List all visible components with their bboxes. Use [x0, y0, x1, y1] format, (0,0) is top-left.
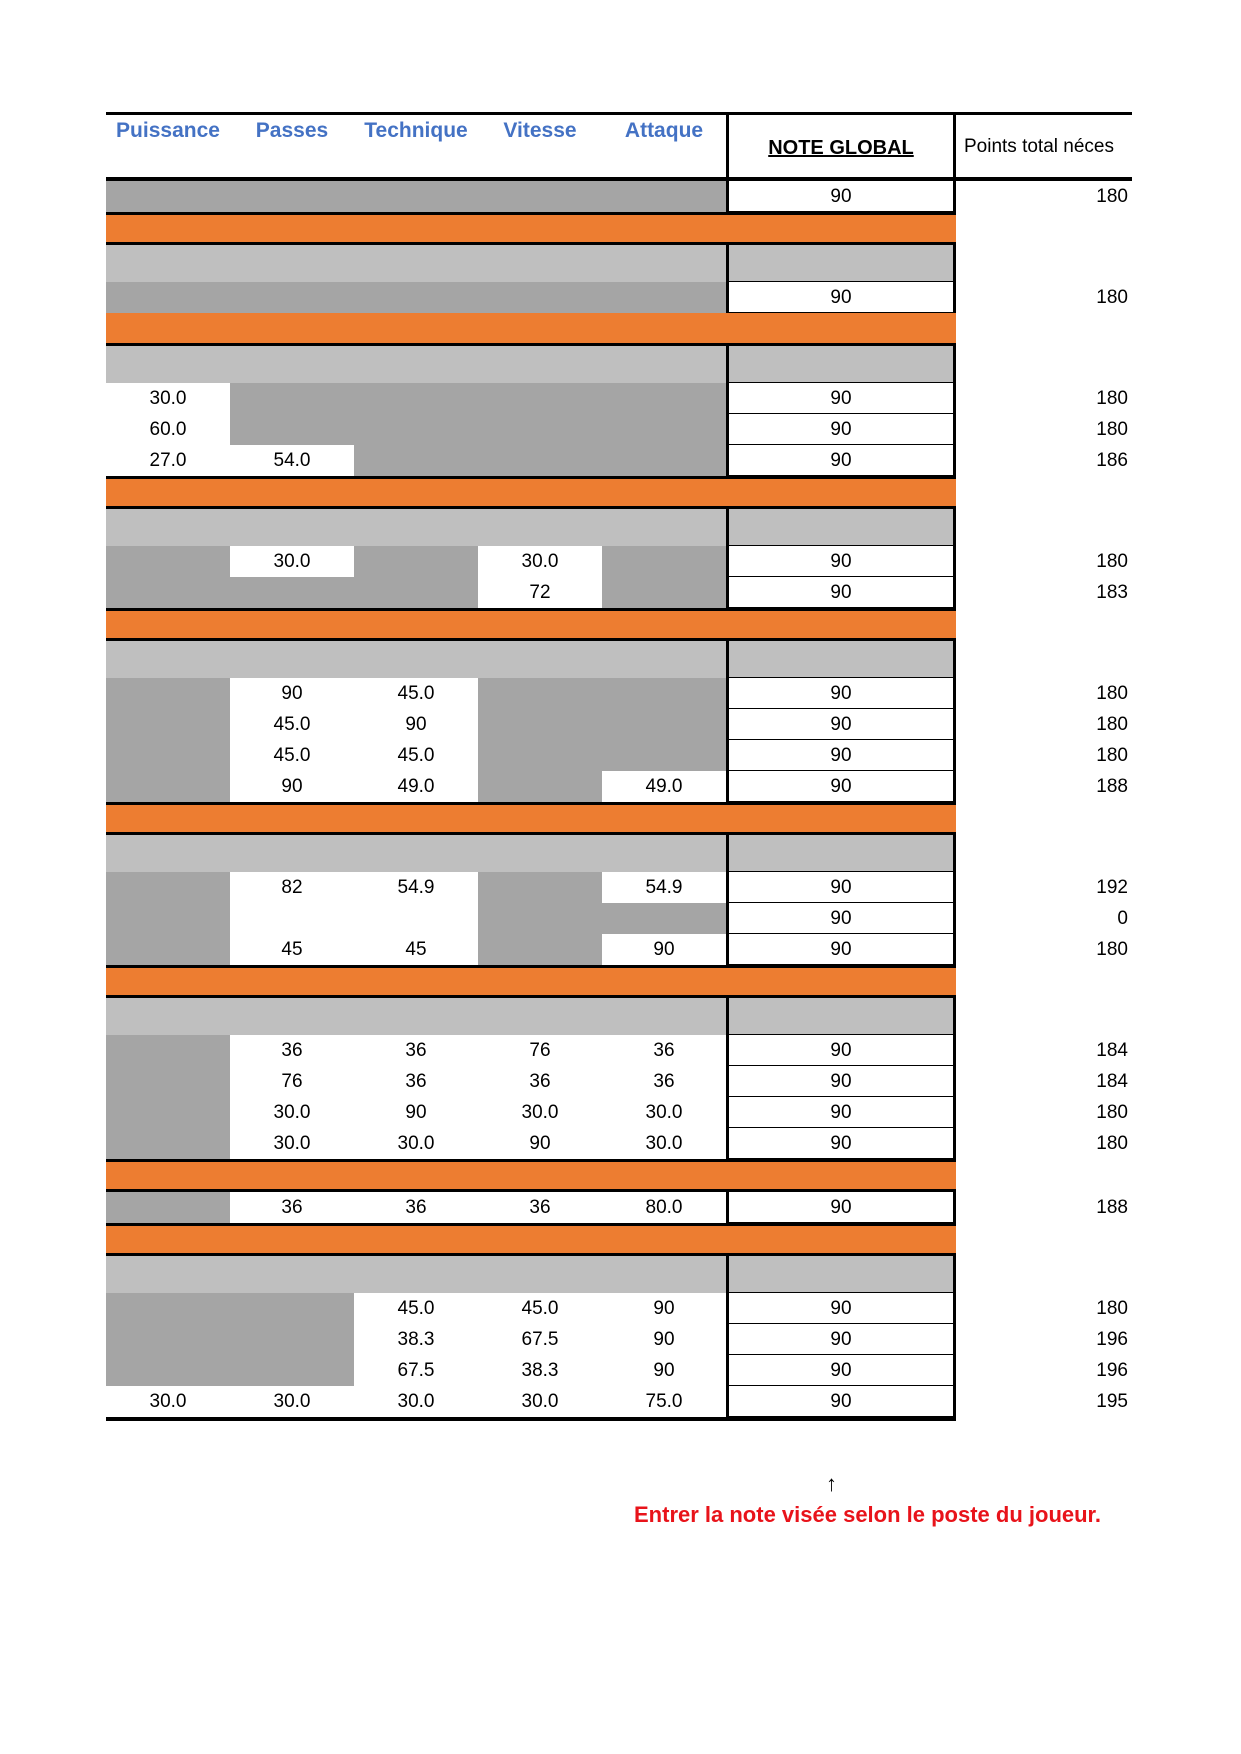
cell-puissance — [106, 282, 230, 313]
cell-vitesse — [478, 445, 602, 476]
note-global-input[interactable]: 90 — [726, 1324, 956, 1355]
note-global-input[interactable]: 90 — [726, 383, 956, 414]
header-points-total: Points total néces — [956, 112, 1132, 181]
up-arrow-icon: ↑ — [826, 1471, 837, 1496]
table-row — [106, 1035, 1132, 1066]
note-global-input[interactable]: 90 — [726, 1035, 956, 1066]
cell-passes[interactable]: 45.0 — [230, 709, 354, 740]
cell-puissance — [106, 1066, 230, 1097]
table-row — [106, 1355, 1132, 1386]
cell-technique[interactable]: 30.0 — [354, 1386, 478, 1417]
section-band — [106, 998, 1132, 1035]
cell-puissance — [106, 1324, 230, 1355]
points-total-value: 180 — [1096, 714, 1128, 735]
cell-vitesse[interactable]: 76 — [478, 1035, 602, 1066]
section-band — [106, 835, 1132, 872]
cell-vitesse[interactable]: 67.5 — [478, 1324, 602, 1355]
cell-passes[interactable]: 45.0 — [230, 740, 354, 771]
band-fill — [106, 641, 726, 678]
table-row — [106, 1293, 1132, 1324]
cell-attaque[interactable]: 90 — [602, 934, 726, 965]
points-total-value: 180 — [1096, 419, 1128, 440]
cell-attaque[interactable]: 75.0 — [602, 1386, 726, 1417]
cell-vitesse[interactable]: 36 — [478, 1192, 602, 1223]
band-fill — [106, 835, 726, 872]
cell-attaque[interactable]: 90 — [602, 1324, 726, 1355]
band-fill — [106, 509, 726, 546]
cell-vitesse — [478, 414, 602, 445]
cell-passes — [230, 383, 354, 414]
points-total-value: 196 — [1096, 1329, 1128, 1350]
table-row — [106, 577, 1132, 608]
cell-puissance — [106, 1355, 230, 1386]
cell-puissance — [106, 1097, 230, 1128]
cell-puissance[interactable]: 30.0 — [106, 383, 230, 414]
header-puissance: Puissance — [116, 119, 220, 142]
cell-attaque — [602, 445, 726, 476]
cell-passes[interactable]: 30.0 — [230, 1386, 354, 1417]
cell-technique — [354, 414, 478, 445]
band-note-fill — [726, 1256, 956, 1293]
cell-attaque — [602, 282, 726, 313]
header-row — [106, 112, 1132, 181]
band-fill — [106, 346, 726, 383]
table-end-line — [106, 1417, 956, 1421]
cell-passes[interactable]: 36 — [230, 1192, 354, 1223]
cell-attaque[interactable]: 54.9 — [602, 872, 726, 903]
table-row — [106, 181, 1132, 212]
cell-technique[interactable]: 45.0 — [354, 740, 478, 771]
cell-technique — [354, 445, 478, 476]
points-total-value: 188 — [1096, 1197, 1128, 1218]
points-total-value: 196 — [1096, 1360, 1128, 1381]
orange-separator — [106, 313, 956, 346]
cell-passes[interactable]: 82 — [230, 872, 354, 903]
cell-technique[interactable]: 36 — [354, 1192, 478, 1223]
points-total-value: 192 — [1096, 877, 1128, 898]
cell-technique[interactable]: 36 — [354, 1035, 478, 1066]
note-global-input[interactable]: 90 — [726, 1128, 956, 1159]
cell-puissance — [106, 577, 230, 608]
points-total-value: 180 — [1096, 939, 1128, 960]
cell-vitesse — [478, 181, 602, 212]
orange-separator — [106, 212, 956, 245]
note-global-input[interactable]: 90 — [726, 577, 956, 608]
cell-vitesse — [478, 709, 602, 740]
cell-vitesse — [478, 934, 602, 965]
points-total-value: 180 — [1096, 1102, 1128, 1123]
cell-puissance[interactable]: 30.0 — [106, 1386, 230, 1417]
cell-attaque[interactable]: 30.0 — [602, 1128, 726, 1159]
cell-puissance — [106, 740, 230, 771]
section-band — [106, 641, 1132, 678]
band-fill — [106, 998, 726, 1035]
note-global-input[interactable]: 90 — [726, 1293, 956, 1324]
points-total-value: 180 — [1096, 186, 1128, 207]
points-total-value: 195 — [1096, 1391, 1128, 1412]
table-row — [106, 1386, 1132, 1417]
table-row — [106, 1097, 1132, 1128]
cell-puissance[interactable]: 27.0 — [106, 445, 230, 476]
cell-technique[interactable]: 49.0 — [354, 771, 478, 802]
cell-puissance — [106, 1293, 230, 1324]
cell-passes — [230, 1355, 354, 1386]
note-global-input[interactable]: 90 — [726, 740, 956, 771]
cell-vitesse[interactable]: 90 — [478, 1128, 602, 1159]
cell-technique[interactable]: 67.5 — [354, 1355, 478, 1386]
points-total-value: 180 — [1096, 1298, 1128, 1319]
cell-vitesse — [478, 771, 602, 802]
cell-puissance — [106, 1128, 230, 1159]
section-band — [106, 245, 1132, 282]
cell-vitesse[interactable]: 30.0 — [478, 1097, 602, 1128]
cell-passes[interactable]: 90 — [230, 771, 354, 802]
cell-technique[interactable]: 45.0 — [354, 1293, 478, 1324]
table-row — [106, 709, 1132, 740]
note-global-input[interactable]: 90 — [726, 282, 956, 313]
cell-attaque — [602, 414, 726, 445]
cell-puissance — [106, 1192, 230, 1223]
cell-attaque[interactable]: 90 — [602, 1293, 726, 1324]
cell-passes — [230, 282, 354, 313]
cell-attaque — [602, 181, 726, 212]
band-note-fill — [726, 346, 956, 383]
table-row — [106, 678, 1132, 709]
table-row — [106, 1066, 1132, 1097]
cell-passes[interactable]: 90 — [230, 678, 354, 709]
orange-separator — [106, 608, 956, 641]
band-note-fill — [726, 509, 956, 546]
cell-technique[interactable] — [354, 903, 478, 934]
points-total-value: 180 — [1096, 1133, 1128, 1154]
table-row — [106, 414, 1132, 445]
note-global-input[interactable]: 90 — [726, 872, 956, 903]
cell-puissance — [106, 903, 230, 934]
orange-separator — [106, 476, 956, 509]
table-row — [106, 903, 1132, 934]
cell-attaque — [602, 678, 726, 709]
cell-vitesse — [478, 678, 602, 709]
note-global-input[interactable]: 90 — [726, 181, 956, 212]
note-global-input[interactable]: 90 — [726, 1192, 956, 1223]
cell-passes — [230, 1293, 354, 1324]
cell-technique[interactable]: 38.3 — [354, 1324, 478, 1355]
cell-vitesse[interactable]: 30.0 — [478, 1386, 602, 1417]
points-total-value: 180 — [1096, 551, 1128, 572]
cell-vitesse — [478, 740, 602, 771]
cell-vitesse — [478, 872, 602, 903]
cell-puissance[interactable]: 60.0 — [106, 414, 230, 445]
note-global-input[interactable]: 90 — [726, 445, 956, 476]
points-total-value: 0 — [1117, 908, 1128, 929]
player-rating-sheet — [106, 112, 1132, 1421]
cell-passes[interactable]: 36 — [230, 1035, 354, 1066]
cell-attaque — [602, 740, 726, 771]
table-row — [106, 383, 1132, 414]
table-row — [106, 1324, 1132, 1355]
cell-vitesse — [478, 903, 602, 934]
orange-separator — [106, 1223, 956, 1256]
cell-passes — [230, 414, 354, 445]
cell-vitesse — [478, 383, 602, 414]
cell-vitesse[interactable]: 30.0 — [478, 546, 602, 577]
cell-attaque — [602, 577, 726, 608]
points-total-value: 180 — [1096, 683, 1128, 704]
cell-passes[interactable]: 30.0 — [230, 546, 354, 577]
cell-technique — [354, 546, 478, 577]
orange-separator — [106, 802, 956, 835]
cell-puissance — [106, 872, 230, 903]
cell-puissance — [106, 934, 230, 965]
header-attaque: Attaque — [624, 119, 704, 142]
cell-technique[interactable]: 90 — [354, 709, 478, 740]
header-passes: Passes — [255, 119, 329, 142]
band-note-fill — [726, 835, 956, 872]
instruction-message: Entrer la note visée selon le poste du joueur. — [634, 1502, 1102, 1527]
cell-passes[interactable]: 30.0 — [230, 1097, 354, 1128]
cell-puissance — [106, 181, 230, 212]
cell-vitesse[interactable]: 72 — [478, 577, 602, 608]
section-band — [106, 1256, 1132, 1293]
cell-attaque — [602, 709, 726, 740]
note-global-input[interactable]: 90 — [726, 678, 956, 709]
note-global-input[interactable]: 90 — [726, 414, 956, 445]
points-total-value: 180 — [1096, 745, 1128, 766]
cell-puissance — [106, 546, 230, 577]
band-fill — [106, 245, 726, 282]
cell-attaque[interactable]: 36 — [602, 1066, 726, 1097]
header-technique: Technique — [364, 119, 468, 142]
cell-attaque[interactable]: 49.0 — [602, 771, 726, 802]
cell-attaque — [602, 903, 726, 934]
table-row — [106, 546, 1132, 577]
cell-puissance — [106, 709, 230, 740]
cell-attaque[interactable]: 30.0 — [602, 1097, 726, 1128]
cell-puissance — [106, 771, 230, 802]
section-band — [106, 509, 1132, 546]
cell-puissance — [106, 678, 230, 709]
header-vitesse: Vitesse — [503, 119, 577, 142]
note-global-input[interactable]: 90 — [726, 1097, 956, 1128]
cell-vitesse[interactable]: 45.0 — [478, 1293, 602, 1324]
band-fill — [106, 1256, 726, 1293]
cell-passes[interactable]: 30.0 — [230, 1128, 354, 1159]
note-global-input[interactable]: 90 — [726, 1386, 956, 1417]
cell-attaque[interactable]: 80.0 — [602, 1192, 726, 1223]
band-note-fill — [726, 998, 956, 1035]
table-row — [106, 445, 1132, 476]
note-global-input[interactable]: 90 — [726, 934, 956, 965]
section-band — [106, 346, 1132, 383]
points-total-value: 180 — [1096, 287, 1128, 308]
cell-technique[interactable]: 30.0 — [354, 1128, 478, 1159]
cell-passes[interactable]: 54.0 — [230, 445, 354, 476]
table-row — [106, 740, 1132, 771]
cell-technique[interactable]: 54.9 — [354, 872, 478, 903]
cell-vitesse[interactable]: 38.3 — [478, 1355, 602, 1386]
cell-technique[interactable]: 45 — [354, 934, 478, 965]
cell-technique[interactable]: 36 — [354, 1066, 478, 1097]
points-total-value: 184 — [1096, 1071, 1128, 1092]
cell-passes[interactable] — [230, 903, 354, 934]
table-row — [106, 1128, 1132, 1159]
points-total-value: 186 — [1096, 450, 1128, 471]
cell-attaque — [602, 383, 726, 414]
orange-separator — [106, 1159, 956, 1192]
points-total-value: 188 — [1096, 776, 1128, 797]
points-total-value: 184 — [1096, 1040, 1128, 1061]
cell-passes — [230, 1324, 354, 1355]
points-total-value: 183 — [1096, 582, 1128, 603]
cell-technique — [354, 383, 478, 414]
cell-attaque[interactable]: 90 — [602, 1355, 726, 1386]
table-row — [106, 872, 1132, 903]
cell-passes[interactable]: 76 — [230, 1066, 354, 1097]
band-note-fill — [726, 641, 956, 678]
header-note-global: NOTE GLOBAL — [726, 112, 956, 181]
table-row — [106, 1192, 1132, 1223]
note-global-input[interactable]: 90 — [726, 546, 956, 577]
points-total-value: 180 — [1096, 388, 1128, 409]
cell-attaque[interactable]: 36 — [602, 1035, 726, 1066]
cell-attaque — [602, 546, 726, 577]
cell-technique[interactable]: 45.0 — [354, 678, 478, 709]
note-global-input[interactable]: 90 — [726, 771, 956, 802]
cell-technique[interactable]: 90 — [354, 1097, 478, 1128]
table-row — [106, 934, 1132, 965]
band-note-fill — [726, 245, 956, 282]
cell-technique — [354, 282, 478, 313]
note-global-input[interactable]: 90 — [726, 1066, 956, 1097]
note-global-input[interactable]: 90 — [726, 709, 956, 740]
orange-separator — [106, 965, 956, 998]
table-row — [106, 771, 1132, 802]
cell-passes — [230, 577, 354, 608]
cell-passes — [230, 181, 354, 212]
cell-technique — [354, 181, 478, 212]
cell-technique — [354, 577, 478, 608]
note-global-input[interactable]: 90 — [726, 903, 956, 934]
table-row — [106, 282, 1132, 313]
cell-puissance — [106, 1035, 230, 1066]
cell-vitesse — [478, 282, 602, 313]
cell-passes[interactable]: 45 — [230, 934, 354, 965]
note-global-input[interactable]: 90 — [726, 1355, 956, 1386]
table-body — [106, 181, 1132, 1421]
cell-vitesse[interactable]: 36 — [478, 1066, 602, 1097]
